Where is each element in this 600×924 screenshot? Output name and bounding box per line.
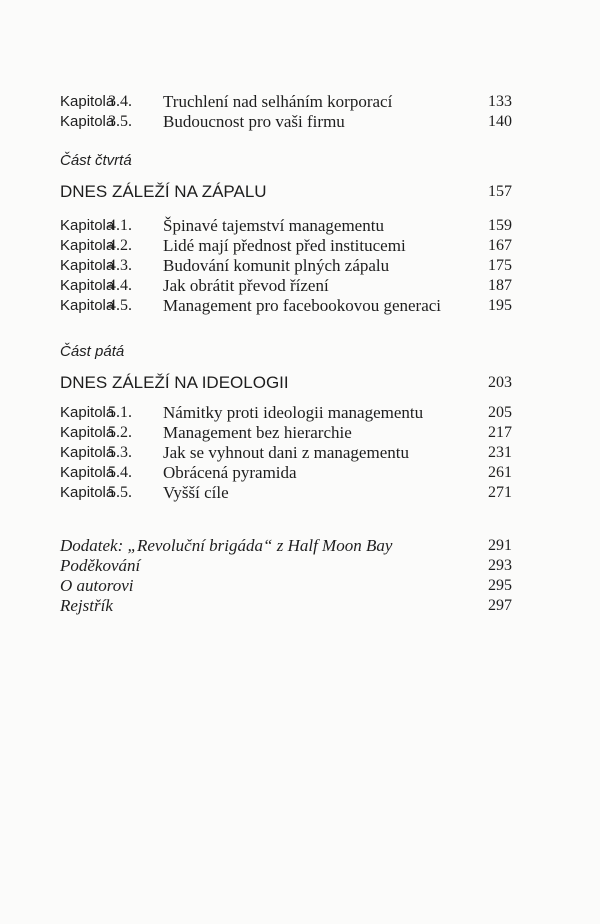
chapter-title: Námitky proti ideologii managementu — [163, 403, 424, 422]
chapter-label: Kapitola — [60, 277, 115, 294]
chapter-number: 5.3. — [108, 444, 132, 461]
chapter-label: Kapitola — [60, 464, 115, 481]
chapter-label: Kapitola — [60, 424, 115, 441]
chapter-title: Budoucnost pro vaši firmu — [163, 112, 345, 131]
appendix-entry — [60, 576, 512, 596]
part4-heading — [60, 181, 512, 203]
page-number: 167 — [488, 237, 512, 254]
chapter-title: Jak se vyhnout dani z managementu — [163, 443, 409, 462]
page-number: 140 — [488, 113, 512, 130]
appendix-title: Poděkování — [60, 556, 141, 575]
chapter-title: Budování komunit plných zápalu — [163, 256, 390, 275]
page-number: 297 — [488, 597, 512, 614]
chapter-title: Truchlení nad selháním korporací — [163, 92, 393, 111]
part5-heading-title: DNES ZÁLEŽÍ NA IDEOLOGII — [60, 373, 289, 392]
chapter-title: Obrácená pyramida — [163, 463, 297, 482]
page-number: 175 — [488, 257, 512, 274]
chapter-label: Kapitola — [60, 484, 115, 501]
toc-entry — [60, 483, 512, 503]
chapter-title: Lidé mají přednost před institucemi — [163, 236, 406, 255]
toc-entry — [60, 443, 512, 463]
page-number: 195 — [488, 297, 512, 314]
toc-entry — [60, 296, 512, 316]
chapter-label: Kapitola — [60, 404, 115, 421]
part5-label: Část pátá — [60, 343, 125, 360]
chapter-label: Kapitola — [60, 217, 115, 234]
chapter-number: 4.2. — [108, 237, 132, 254]
appendix-title: O autorovi — [60, 576, 134, 595]
chapter-label: Kapitola — [60, 297, 115, 314]
chapter-label: Kapitola — [60, 444, 115, 461]
chapter-title: Vyšší cíle — [163, 483, 229, 502]
toc-entry — [60, 423, 512, 443]
appendix-entry — [60, 556, 512, 576]
chapter-number: 5.2. — [108, 424, 132, 441]
appendix-title: Dodatek: „Revoluční brigáda“ z Half Moon Bay — [60, 536, 393, 555]
page-number: 231 — [488, 444, 512, 461]
part5-heading — [60, 372, 512, 394]
part5-heading-page: 203 — [488, 374, 512, 391]
toc-entry — [60, 112, 512, 132]
toc-entry — [60, 92, 512, 112]
part4-label: Část čtvrtá — [60, 152, 132, 169]
page-number: 217 — [488, 424, 512, 441]
chapter-title: Management bez hierarchie — [163, 423, 352, 442]
chapter-title: Špinavé tajemství managementu — [163, 216, 384, 235]
chapter-number: 5.1. — [108, 404, 132, 421]
page-number: 293 — [488, 557, 512, 574]
chapter-label: Kapitola — [60, 93, 115, 110]
chapter-number: 5.5. — [108, 484, 132, 501]
toc-entry — [60, 256, 512, 276]
toc-entry — [60, 463, 512, 483]
toc-entry — [60, 403, 512, 423]
part4-heading-title: DNES ZÁLEŽÍ NA ZÁPALU — [60, 182, 267, 201]
appendix-entry — [60, 596, 512, 616]
page-number: 291 — [488, 537, 512, 554]
part4-heading-page: 157 — [488, 183, 512, 200]
chapter-title: Management pro facebookovou generaci — [163, 296, 442, 315]
chapter-label: Kapitola — [60, 237, 115, 254]
chapter-number: 4.4. — [108, 277, 132, 294]
chapter-title: Jak obrátit převod řízení — [163, 276, 329, 295]
appendix-title: Rejstřík — [60, 596, 113, 615]
toc-entry — [60, 236, 512, 256]
page-number: 205 — [488, 404, 512, 421]
chapter-number: 3.4. — [108, 93, 132, 110]
toc-entry — [60, 276, 512, 296]
chapter-number: 4.5. — [108, 297, 132, 314]
chapter-label: Kapitola — [60, 257, 115, 274]
chapter-number: 5.4. — [108, 464, 132, 481]
page-number: 295 — [488, 577, 512, 594]
page-number: 261 — [488, 464, 512, 481]
page-number: 133 — [488, 93, 512, 110]
page-number: 271 — [488, 484, 512, 501]
appendix-entry — [60, 536, 512, 556]
chapter-label: Kapitola — [60, 113, 115, 130]
chapter-number: 4.3. — [108, 257, 132, 274]
page-number: 159 — [488, 217, 512, 234]
toc-entry — [60, 216, 512, 236]
chapter-number: 4.1. — [108, 217, 132, 234]
chapter-number: 3.5. — [108, 113, 132, 130]
page-number: 187 — [488, 277, 512, 294]
